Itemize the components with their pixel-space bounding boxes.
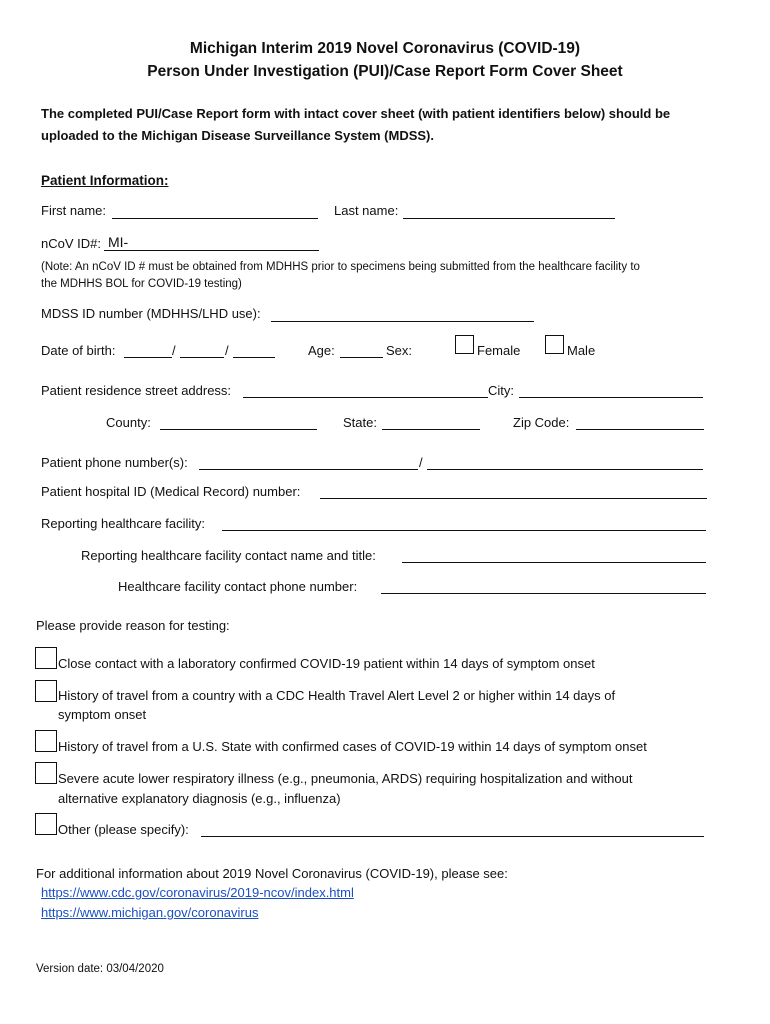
reason-other-label: Other (please specify): — [58, 822, 189, 837]
county-field[interactable] — [160, 429, 317, 430]
male-checkbox[interactable] — [545, 335, 564, 354]
reason-checkbox-close-contact[interactable] — [35, 647, 57, 669]
intro-line2: uploaded to the Michigan Disease Surveillance System (MDSS). — [41, 128, 434, 143]
reason-other-field[interactable] — [201, 836, 704, 837]
cdc-link[interactable]: https://www.cdc.gov/coronavirus/2019-ncov/index.html — [41, 885, 354, 900]
facility-contact-field[interactable] — [402, 562, 706, 563]
state-label: State: — [343, 415, 377, 430]
intro-line1: The completed PUI/Case Report form with intact cover sheet (with patient identifiers below) should be — [41, 106, 671, 121]
last-name-label: Last name: — [334, 203, 399, 218]
facility-phone-field[interactable] — [381, 593, 706, 594]
county-label: County: — [106, 415, 151, 430]
reason-state-travel: History of travel from a U.S. State with confirmed cases of COVID-19 within 14 days of symptom onset — [58, 739, 647, 754]
city-label: City: — [488, 383, 514, 398]
ncov-id-field[interactable] — [104, 250, 319, 251]
ncov-id-value: MI- — [108, 234, 129, 250]
sex-label: Sex: — [386, 343, 413, 358]
michigan-link[interactable]: https://www.michigan.gov/coronavirus — [41, 905, 259, 920]
ncov-note-line2: the MDHHS BOL for COVID-19 testing) — [41, 278, 242, 290]
mdss-id-field[interactable] — [271, 321, 534, 322]
ncov-id-label: nCoV ID#: — [41, 236, 101, 251]
reason-checkbox-country-travel[interactable] — [35, 680, 57, 702]
female-label: Female — [477, 343, 521, 358]
age-field[interactable] — [340, 357, 383, 358]
last-name-field[interactable] — [403, 218, 615, 219]
dob-separator-2: / — [225, 343, 229, 358]
reason-close-contact: Close contact with a laboratory confirmed COVID-19 patient within 14 days of symptom onset — [58, 656, 595, 671]
dob-label: Date of birth: — [41, 343, 116, 358]
street-address-field[interactable] — [243, 397, 488, 398]
first-name-label: First name: — [41, 203, 107, 218]
female-checkbox[interactable] — [455, 335, 474, 354]
zip-code-label: Zip Code: — [513, 415, 570, 430]
form-title-line2: Person Under Investigation (PUI)/Case Report Form Cover Sheet — [147, 63, 623, 80]
age-label: Age: — [308, 343, 335, 358]
phone-field-2[interactable] — [427, 469, 703, 470]
reason-respiratory-line2: alternative explanatory diagnosis (e.g., influenza) — [58, 791, 341, 806]
phone-field-1[interactable] — [199, 469, 418, 470]
reason-respiratory-line1: Severe acute lower respiratory illness (e.g., pneumonia, ARDS) requiring hospitalization and without — [58, 771, 633, 786]
phone-separator: / — [419, 455, 423, 470]
additional-info-text: For additional information about 2019 Novel Coronavirus (COVID-19), please see: — [36, 866, 508, 881]
reason-checkbox-other[interactable] — [35, 813, 57, 835]
reason-checkbox-state-travel[interactable] — [35, 730, 57, 752]
reason-heading: Please provide reason for testing: — [36, 618, 230, 633]
dob-day-field[interactable] — [180, 357, 224, 358]
mdss-id-label: MDSS ID number (MDHHS/LHD use): — [41, 306, 261, 321]
dob-month-field[interactable] — [124, 357, 172, 358]
facility-label: Reporting healthcare facility: — [41, 516, 206, 531]
city-field[interactable] — [519, 397, 703, 398]
patient-info-heading: Patient Information: — [41, 173, 169, 188]
reason-country-travel-line1: History of travel from a country with a CDC Health Travel Alert Level 2 or higher within 14 days of — [58, 688, 616, 703]
ncov-note-line1: (Note: An nCoV ID # must be obtained from MDHHS prior to specimens being submitted from the healthcare facility to — [41, 261, 640, 273]
form-title-line1: Michigan Interim 2019 Novel Coronavirus (COVID-19) — [189, 40, 581, 57]
facility-field[interactable] — [222, 530, 706, 531]
phone-label: Patient phone number(s): — [41, 455, 188, 470]
facility-phone-label: Healthcare facility contact phone number: — [118, 579, 358, 594]
reason-country-travel-line2: symptom onset — [58, 707, 147, 722]
first-name-field[interactable] — [112, 218, 318, 219]
reason-checkbox-respiratory-illness[interactable] — [35, 762, 57, 784]
zip-code-field[interactable] — [576, 429, 704, 430]
street-address-label: Patient residence street address: — [41, 383, 232, 398]
version-date: Version date: 03/04/2020 — [36, 963, 164, 975]
hospital-id-label: Patient hospital ID (Medical Record) number: — [41, 484, 301, 499]
dob-separator-1: / — [172, 343, 176, 358]
hospital-id-field[interactable] — [320, 498, 707, 499]
male-label: Male — [567, 343, 596, 358]
state-field[interactable] — [382, 429, 480, 430]
dob-year-field[interactable] — [233, 357, 275, 358]
facility-contact-label: Reporting healthcare facility contact name and title: — [81, 548, 376, 563]
